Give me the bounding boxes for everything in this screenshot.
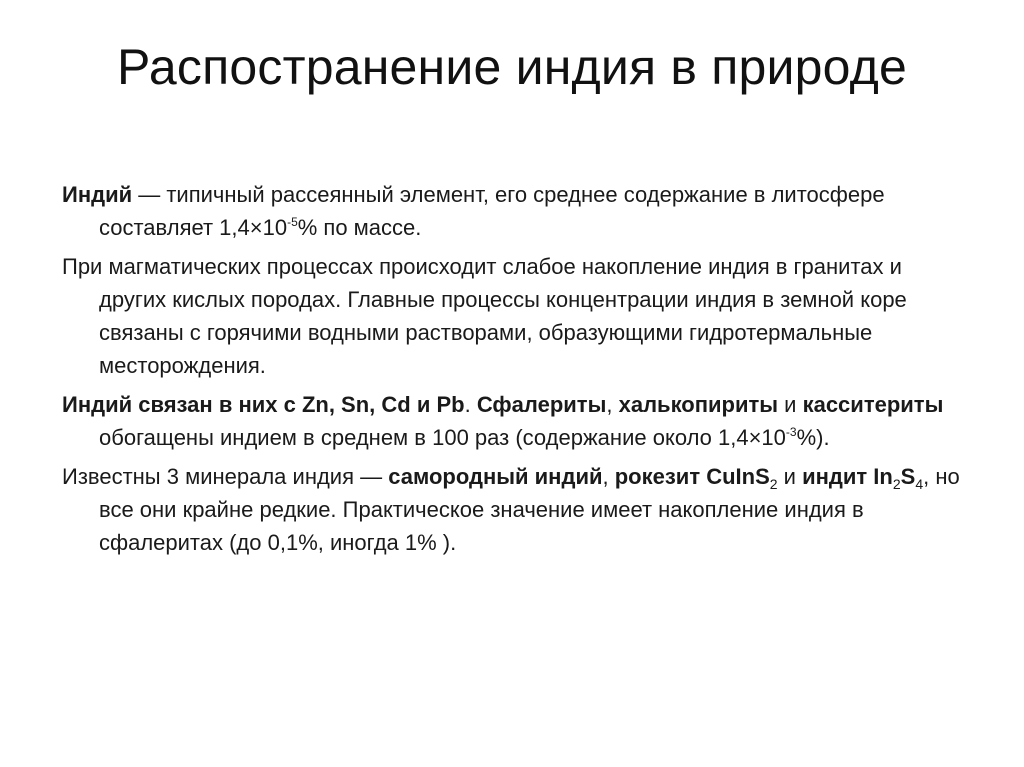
- text-run: , но все они крайне редкие. Практическое значение имеет накопление индия в сфалеритах (до 0,1%, иногда 1% ).: [99, 464, 960, 555]
- paragraph-indium-minerals: [62, 460, 962, 559]
- subscript: 4: [915, 476, 924, 492]
- subscript: 2: [892, 476, 901, 492]
- paragraph-associated-elements: [62, 388, 962, 454]
- bold-term: S: [900, 464, 916, 489]
- text-run: ,: [602, 464, 615, 489]
- paragraph-indium-content: [62, 178, 962, 244]
- bold-term: касситериты: [802, 392, 944, 417]
- bold-term: самородный индий: [388, 464, 603, 489]
- text-run: обогащены индием в среднем в 100 раз (содержание около 1,4×10: [99, 425, 786, 450]
- bold-term: Индий: [62, 182, 133, 207]
- bold-term: Сфалериты: [476, 392, 607, 417]
- slide-title: Распостранение индия в природе: [117, 39, 907, 95]
- text-run: — типичный рассеянный элемент, его среднее содержание в литосфере составляет 1,4×10: [99, 182, 885, 240]
- text-run: и: [778, 392, 803, 417]
- text-run: При магматических процессах происходит слабое накопление индия в гранитах и других кислых породах. Главные процессы концентрации индия в земной коре связаны с горячими водными растворами, образующими гидротермальные месторождения.: [62, 254, 907, 378]
- paragraph-magmatic-processes: [62, 250, 962, 382]
- text-run: % по массе.: [297, 215, 422, 240]
- bold-term: Индий связан в них с Zn, Sn, Cd и Pb: [62, 392, 465, 417]
- bold-term: индит In: [802, 464, 893, 489]
- text-run: .: [464, 392, 477, 417]
- bold-term: рокезит CuInS: [614, 464, 770, 489]
- text-run: Известны 3 минерала индия —: [62, 464, 389, 489]
- text-run: и: [777, 464, 803, 489]
- text-run: %).: [796, 425, 830, 450]
- exponent: -5: [287, 215, 298, 229]
- subscript: 2: [769, 476, 778, 492]
- exponent: -3: [785, 425, 797, 439]
- slide-body: [62, 178, 962, 565]
- text-run: ,: [606, 392, 619, 417]
- bold-term: халькопириты: [618, 392, 779, 417]
